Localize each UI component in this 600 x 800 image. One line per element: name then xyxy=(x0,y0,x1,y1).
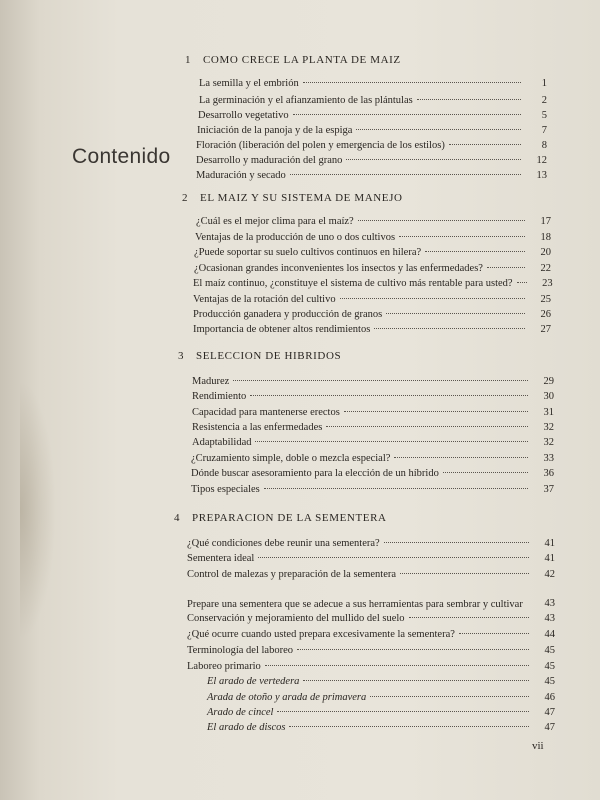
toc-entry: ¿Qué condiciones debe reunir una sementera? 41 xyxy=(187,538,555,549)
toc-entry: Laboreo primario 45 xyxy=(187,661,555,672)
toc-entry: Tipos especiales 37 xyxy=(191,484,554,495)
toc-entry: Desarrollo y maduración del grano 12 xyxy=(196,155,547,166)
toc-entry: Importancia de obtener altos rendimientos 27 xyxy=(193,324,551,335)
toc-entry: Capacidad para mantenerse erectos 31 xyxy=(192,407,554,418)
toc-entry: ¿Cuál es el mejor clima para el maíz? 17 xyxy=(196,216,551,227)
toc-entry: El maíz continuo, ¿constituye el sistema de cultivo más rentable para usted? 23 xyxy=(193,278,553,289)
toc-subentry: El arado de discos 47 xyxy=(207,722,555,733)
toc-entry: Madurez 29 xyxy=(192,376,554,387)
toc-entry: ¿Qué ocurre cuando usted prepara excesivamente la sementera? 44 xyxy=(187,629,555,640)
section-1-title: 1 COMO CRECE LA PLANTA DE MAIZ xyxy=(185,54,401,66)
toc-entry: Iniciación de la panoja y de la espiga 7 xyxy=(197,125,547,136)
toc-entry: ¿Ocasionan grandes inconvenientes los insectos y las enfermedades? 22 xyxy=(194,263,551,274)
section-4-title: 4 PREPARACION DE LA SEMENTERA xyxy=(174,512,387,524)
toc-entry: Floración (liberación del polen y emergencia de los estilos) 8 xyxy=(196,140,547,151)
toc-entry: ¿Cruzamiento simple, doble o mezcla especial? 33 xyxy=(191,453,554,464)
toc-entry: Conservación y mejoramiento del mullido del suelo 43 xyxy=(187,613,555,624)
toc-entry: Maduración y secado 13 xyxy=(196,170,547,181)
toc-subentry: Arado de cincel 47 xyxy=(207,707,555,718)
section-3-title: 3 SELECCION DE HIBRIDOS xyxy=(178,350,342,362)
toc-entry: Adaptabilidad 32 xyxy=(192,437,554,448)
toc-entry: Producción ganadera y producción de granos 26 xyxy=(193,309,551,320)
toc-entry: La germinación y el afianzamiento de las plántulas 2 xyxy=(199,95,547,106)
toc-entry: Resistencia a las enfermedades 32 xyxy=(192,422,554,433)
toc-entry: ¿Puede soportar su suelo cultivos continuos en hilera? 20 xyxy=(194,247,551,258)
toc-entry: Control de malezas y preparación de la sementera 42 xyxy=(187,569,555,580)
toc-entry: La semilla y el embrión 1 xyxy=(199,78,547,89)
toc-subentry: El arado de vertedera 45 xyxy=(207,676,555,687)
toc-entry: Ventajas de la rotación del cultivo 25 xyxy=(193,294,551,305)
section-2-title: 2 EL MAIZ Y SU SISTEMA DE MANEJO xyxy=(182,192,403,204)
toc-entry: Sementera ideal 41 xyxy=(187,553,555,564)
toc-entry: Rendimiento 30 xyxy=(192,391,554,402)
toc-entry: Prepare una sementera que se adecue a sus herramientas para sembrar y cultivar 43 xyxy=(187,598,555,610)
toc-subentry: Arada de otoño y arada de primavera 46 xyxy=(207,692,555,703)
worn-page-edge xyxy=(20,380,56,640)
page-number: vii xyxy=(532,740,544,752)
toc-entry: Desarrollo vegetativo 5 xyxy=(198,110,547,121)
toc-entry: Ventajas de la producción de uno o dos cultivos 18 xyxy=(195,232,551,243)
contents-heading: Contenido xyxy=(72,145,171,168)
toc-entry: Dónde buscar asesoramiento para la elección de un híbrido 36 xyxy=(191,468,554,479)
toc-entry: Terminología del laboreo 45 xyxy=(187,645,555,656)
